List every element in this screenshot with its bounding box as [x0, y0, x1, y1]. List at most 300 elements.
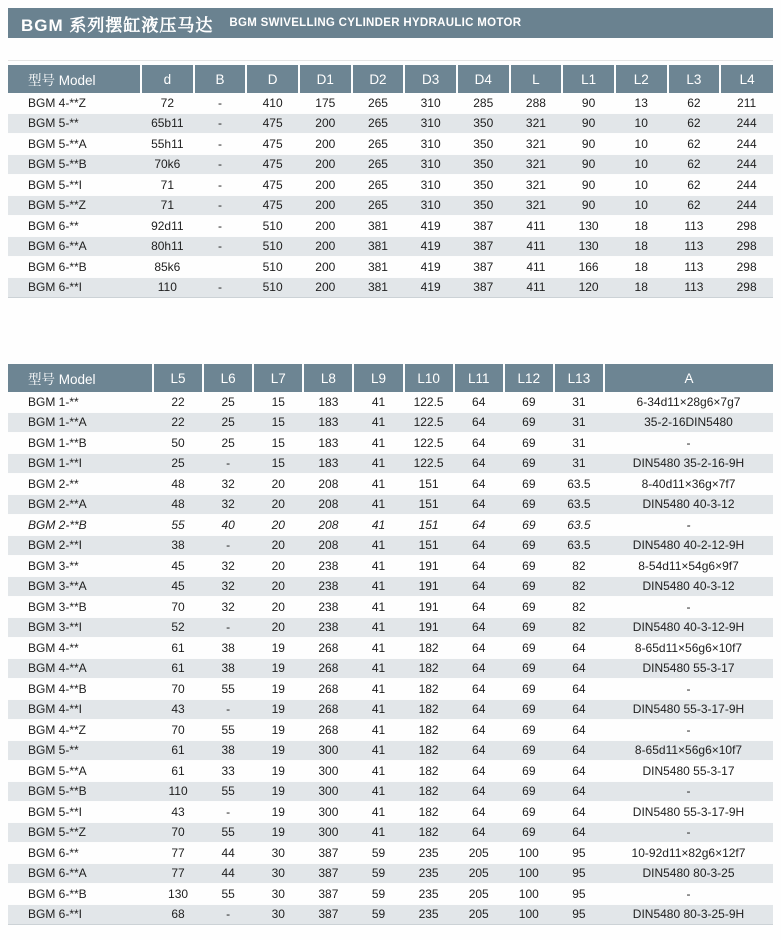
- value-cell: 182: [404, 822, 454, 843]
- value-cell: 41: [353, 597, 403, 618]
- value-cell: 95: [554, 904, 604, 925]
- model-cell: BGM 5-**Z: [8, 195, 141, 216]
- model-cell: BGM 4-**Z: [8, 93, 141, 113]
- value-cell: 64: [554, 761, 604, 782]
- value-cell: 113: [668, 257, 721, 278]
- value-cell: 15: [253, 453, 303, 474]
- table-row: [8, 216, 773, 237]
- model-cell: BGM 2-**B: [8, 515, 153, 536]
- value-cell: 69: [504, 412, 554, 433]
- column-header: L7: [253, 364, 303, 392]
- value-cell: 64: [554, 802, 604, 823]
- value-cell: -: [203, 453, 253, 474]
- model-cell: BGM 5-**A: [8, 134, 141, 155]
- section-title-bar: [8, 8, 773, 38]
- section-title-english: BGM SWIVELLING CYLINDER HYDRAULIC MOTOR: [229, 17, 522, 29]
- dimensions-table-2: [8, 364, 773, 925]
- table-row: [8, 134, 773, 155]
- column-header: 型号 Model: [8, 364, 153, 392]
- value-cell: 61: [153, 658, 203, 679]
- table-row: [8, 617, 773, 638]
- value-cell: 69: [504, 761, 554, 782]
- dimensions-table-1-wrap: [8, 60, 773, 298]
- value-cell: 288: [510, 93, 563, 113]
- value-cell: 64: [554, 638, 604, 659]
- value-cell: 175: [299, 93, 352, 113]
- value-cell: 55h11: [141, 134, 194, 155]
- value-cell: 110: [141, 277, 194, 298]
- model-cell: BGM 6-**: [8, 843, 153, 864]
- value-cell: 95: [554, 843, 604, 864]
- value-cell: 387: [303, 863, 353, 884]
- dimensions-table-2-wrap: [8, 364, 773, 925]
- model-cell: BGM 1-**A: [8, 412, 153, 433]
- value-cell: 182: [404, 720, 454, 741]
- model-cell: BGM 6-**B: [8, 257, 141, 278]
- value-cell: 191: [404, 556, 454, 577]
- value-cell: 82: [554, 597, 604, 618]
- value-cell: 64: [454, 494, 504, 515]
- value-cell: 205: [454, 904, 504, 925]
- value-cell: 69: [504, 535, 554, 556]
- value-cell: 122.5: [404, 433, 454, 454]
- value-cell: DIN5480 55-3-17-9H: [604, 699, 773, 720]
- value-cell: 285: [457, 93, 510, 113]
- value-cell: 41: [353, 494, 403, 515]
- value-cell: 475: [246, 134, 299, 155]
- value-cell: 310: [404, 93, 457, 113]
- value-cell: 69: [504, 679, 554, 700]
- value-cell: 350: [457, 195, 510, 216]
- value-cell: 69: [504, 453, 554, 474]
- value-cell: -: [604, 597, 773, 618]
- value-cell: DIN5480 55-3-17: [604, 761, 773, 782]
- value-cell: 64: [454, 515, 504, 536]
- value-cell: 40: [203, 515, 253, 536]
- value-cell: 238: [303, 617, 353, 638]
- value-cell: DIN5480 35-2-16-9H: [604, 453, 773, 474]
- table-row: [8, 576, 773, 597]
- value-cell: 244: [720, 154, 773, 175]
- value-cell: 182: [404, 761, 454, 782]
- value-cell: 41: [353, 453, 403, 474]
- column-header: L6: [203, 364, 253, 392]
- value-cell: 182: [404, 679, 454, 700]
- value-cell: 64: [454, 576, 504, 597]
- value-cell: 300: [303, 781, 353, 802]
- value-cell: 25: [203, 392, 253, 412]
- table-row: [8, 699, 773, 720]
- value-cell: 64: [454, 781, 504, 802]
- value-cell: 22: [153, 412, 203, 433]
- model-cell: BGM 4-**: [8, 638, 153, 659]
- value-cell: 69: [504, 822, 554, 843]
- value-cell: 41: [353, 474, 403, 495]
- column-header: L8: [303, 364, 353, 392]
- value-cell: 33: [203, 761, 253, 782]
- value-cell: -: [203, 802, 253, 823]
- value-cell: 183: [303, 392, 353, 412]
- header-row: [8, 364, 773, 392]
- value-cell: 238: [303, 576, 353, 597]
- value-cell: 69: [504, 740, 554, 761]
- value-cell: 55: [203, 781, 253, 802]
- value-cell: 151: [404, 474, 454, 495]
- value-cell: 30: [253, 843, 303, 864]
- dimensions-table-2-body: [8, 392, 773, 925]
- value-cell: 61: [153, 740, 203, 761]
- table-row: [8, 257, 773, 278]
- table-row: [8, 412, 773, 433]
- value-cell: -: [194, 93, 247, 113]
- value-cell: 321: [510, 195, 563, 216]
- value-cell: 110: [153, 781, 203, 802]
- value-cell: 19: [253, 761, 303, 782]
- value-cell: 69: [504, 658, 554, 679]
- value-cell: 20: [253, 597, 303, 618]
- value-cell: 419: [404, 236, 457, 257]
- column-header: d: [141, 65, 194, 93]
- value-cell: 31: [554, 453, 604, 474]
- value-cell: 63.5: [554, 535, 604, 556]
- value-cell: 68: [153, 904, 203, 925]
- value-cell: 310: [404, 134, 457, 155]
- value-cell: 41: [353, 392, 403, 412]
- value-cell: 19: [253, 658, 303, 679]
- value-cell: 244: [720, 134, 773, 155]
- value-cell: 41: [353, 781, 403, 802]
- table-row: [8, 740, 773, 761]
- value-cell: 15: [253, 392, 303, 412]
- value-cell: 70k6: [141, 154, 194, 175]
- value-cell: 90: [562, 154, 615, 175]
- column-header: D1: [299, 65, 352, 93]
- value-cell: -: [604, 720, 773, 741]
- value-cell: 208: [303, 494, 353, 515]
- dimensions-table-1-body: [8, 93, 773, 298]
- value-cell: 298: [720, 236, 773, 257]
- value-cell: 41: [353, 576, 403, 597]
- value-cell: 122.5: [404, 453, 454, 474]
- value-cell: 41: [353, 761, 403, 782]
- value-cell: 19: [253, 638, 303, 659]
- value-cell: 69: [504, 494, 554, 515]
- value-cell: 41: [353, 535, 403, 556]
- value-cell: 8-65d11×56g6×10f7: [604, 740, 773, 761]
- value-cell: 64: [454, 392, 504, 412]
- value-cell: 70: [153, 822, 203, 843]
- value-cell: 387: [303, 904, 353, 925]
- value-cell: 411: [510, 277, 563, 298]
- value-cell: 410: [246, 93, 299, 113]
- model-cell: BGM 5-**Z: [8, 822, 153, 843]
- value-cell: 64: [554, 658, 604, 679]
- table-row: [8, 761, 773, 782]
- value-cell: 31: [554, 412, 604, 433]
- value-cell: 411: [510, 216, 563, 237]
- model-cell: BGM 6-**I: [8, 904, 153, 925]
- value-cell: 265: [352, 154, 405, 175]
- value-cell: 268: [303, 679, 353, 700]
- value-cell: 38: [203, 638, 253, 659]
- value-cell: -: [604, 822, 773, 843]
- value-cell: 300: [303, 761, 353, 782]
- model-cell: BGM 3-**B: [8, 597, 153, 618]
- value-cell: 69: [504, 720, 554, 741]
- value-cell: 381: [352, 216, 405, 237]
- dimensions-table-1: [8, 65, 773, 298]
- column-header: 型号 Model: [8, 65, 141, 93]
- value-cell: 64: [454, 474, 504, 495]
- value-cell: 100: [504, 884, 554, 905]
- value-cell: 32: [203, 597, 253, 618]
- value-cell: 82: [554, 576, 604, 597]
- table-row: [8, 597, 773, 618]
- table-row: [8, 195, 773, 216]
- value-cell: 200: [299, 175, 352, 196]
- dimensions-table-1-head: [8, 65, 773, 93]
- value-cell: 71: [141, 195, 194, 216]
- table-row: [8, 494, 773, 515]
- value-cell: -: [604, 679, 773, 700]
- value-cell: 387: [457, 277, 510, 298]
- value-cell: -: [194, 195, 247, 216]
- value-cell: 69: [504, 433, 554, 454]
- value-cell: 19: [253, 822, 303, 843]
- model-cell: BGM 6-**A: [8, 236, 141, 257]
- value-cell: 64: [454, 597, 504, 618]
- table-row: [8, 113, 773, 134]
- column-header: D: [246, 65, 299, 93]
- value-cell: 82: [554, 617, 604, 638]
- value-cell: [194, 257, 247, 278]
- value-cell: 191: [404, 597, 454, 618]
- table-row: [8, 802, 773, 823]
- table-row: [8, 433, 773, 454]
- table-row: [8, 154, 773, 175]
- value-cell: 122.5: [404, 412, 454, 433]
- value-cell: 151: [404, 515, 454, 536]
- value-cell: 69: [504, 699, 554, 720]
- model-cell: BGM 4-**Z: [8, 720, 153, 741]
- value-cell: DIN5480 55-3-17: [604, 658, 773, 679]
- value-cell: 298: [720, 257, 773, 278]
- value-cell: 200: [299, 113, 352, 134]
- value-cell: 183: [303, 453, 353, 474]
- model-cell: BGM 1-**B: [8, 433, 153, 454]
- value-cell: 55: [203, 679, 253, 700]
- value-cell: 70: [153, 720, 203, 741]
- value-cell: 64: [454, 453, 504, 474]
- header-row: [8, 65, 773, 93]
- value-cell: 321: [510, 175, 563, 196]
- value-cell: 64: [454, 802, 504, 823]
- value-cell: -: [194, 277, 247, 298]
- value-cell: 238: [303, 597, 353, 618]
- value-cell: 13: [615, 93, 668, 113]
- column-header: D4: [457, 65, 510, 93]
- table-row: [8, 236, 773, 257]
- value-cell: 41: [353, 617, 403, 638]
- value-cell: 411: [510, 257, 563, 278]
- value-cell: 59: [353, 904, 403, 925]
- value-cell: 200: [299, 277, 352, 298]
- value-cell: 25: [203, 412, 253, 433]
- value-cell: 387: [457, 216, 510, 237]
- model-cell: BGM 5-**B: [8, 154, 141, 175]
- value-cell: 182: [404, 781, 454, 802]
- value-cell: 411: [510, 236, 563, 257]
- value-cell: 31: [554, 433, 604, 454]
- value-cell: 120: [562, 277, 615, 298]
- value-cell: 63.5: [554, 494, 604, 515]
- model-cell: BGM 4-**A: [8, 658, 153, 679]
- value-cell: -: [604, 515, 773, 536]
- value-cell: 64: [454, 556, 504, 577]
- value-cell: 265: [352, 113, 405, 134]
- value-cell: 70: [153, 597, 203, 618]
- value-cell: 321: [510, 134, 563, 155]
- value-cell: 200: [299, 134, 352, 155]
- model-cell: BGM 2-**I: [8, 535, 153, 556]
- value-cell: 64: [554, 781, 604, 802]
- value-cell: 19: [253, 679, 303, 700]
- value-cell: 92d11: [141, 216, 194, 237]
- value-cell: 15: [253, 433, 303, 454]
- value-cell: 19: [253, 720, 303, 741]
- table-row: [8, 535, 773, 556]
- value-cell: 69: [504, 474, 554, 495]
- value-cell: 235: [404, 884, 454, 905]
- value-cell: 268: [303, 658, 353, 679]
- value-cell: 69: [504, 392, 554, 412]
- value-cell: 350: [457, 113, 510, 134]
- value-cell: 113: [668, 216, 721, 237]
- value-cell: 387: [303, 843, 353, 864]
- value-cell: 64: [454, 699, 504, 720]
- value-cell: 298: [720, 277, 773, 298]
- value-cell: 25: [203, 433, 253, 454]
- value-cell: 69: [504, 556, 554, 577]
- table-row: [8, 822, 773, 843]
- model-cell: BGM 4-**I: [8, 699, 153, 720]
- model-cell: BGM 5-**I: [8, 802, 153, 823]
- value-cell: -: [203, 617, 253, 638]
- value-cell: 130: [562, 236, 615, 257]
- value-cell: 183: [303, 412, 353, 433]
- table-row: [8, 863, 773, 884]
- value-cell: -: [194, 216, 247, 237]
- value-cell: 77: [153, 863, 203, 884]
- value-cell: 300: [303, 822, 353, 843]
- value-cell: 69: [504, 617, 554, 638]
- value-cell: -: [194, 154, 247, 175]
- value-cell: -: [604, 781, 773, 802]
- model-cell: BGM 5-**B: [8, 781, 153, 802]
- value-cell: 475: [246, 195, 299, 216]
- value-cell: 113: [668, 236, 721, 257]
- value-cell: 41: [353, 822, 403, 843]
- value-cell: 20: [253, 494, 303, 515]
- value-cell: 10-92d11×82g6×12f7: [604, 843, 773, 864]
- value-cell: 208: [303, 515, 353, 536]
- model-cell: BGM 5-**: [8, 113, 141, 134]
- value-cell: 64: [454, 720, 504, 741]
- value-cell: 64: [454, 761, 504, 782]
- value-cell: 10: [615, 113, 668, 134]
- value-cell: 55: [203, 720, 253, 741]
- value-cell: 510: [246, 216, 299, 237]
- value-cell: 64: [454, 412, 504, 433]
- section-title-chinese: BGM 系列摆缸液压马达: [21, 15, 214, 35]
- value-cell: 182: [404, 638, 454, 659]
- value-cell: 265: [352, 195, 405, 216]
- column-header: L: [510, 65, 563, 93]
- value-cell: 200: [299, 257, 352, 278]
- value-cell: 300: [303, 802, 353, 823]
- value-cell: 387: [303, 884, 353, 905]
- value-cell: -: [194, 236, 247, 257]
- value-cell: 265: [352, 93, 405, 113]
- value-cell: 45: [153, 576, 203, 597]
- value-cell: 64: [454, 433, 504, 454]
- column-header: L2: [615, 65, 668, 93]
- model-cell: BGM 3-**A: [8, 576, 153, 597]
- value-cell: -: [604, 433, 773, 454]
- table-row: [8, 277, 773, 298]
- value-cell: 100: [504, 904, 554, 925]
- value-cell: 90: [562, 93, 615, 113]
- value-cell: 310: [404, 195, 457, 216]
- value-cell: -: [203, 535, 253, 556]
- value-cell: 8-65d11×56g6×10f7: [604, 638, 773, 659]
- value-cell: 77: [153, 843, 203, 864]
- value-cell: 64: [554, 679, 604, 700]
- model-cell: BGM 5-**I: [8, 175, 141, 196]
- value-cell: 310: [404, 175, 457, 196]
- value-cell: 130: [153, 884, 203, 905]
- value-cell: DIN5480 80-3-25-9H: [604, 904, 773, 925]
- value-cell: 32: [203, 576, 253, 597]
- value-cell: 15: [253, 412, 303, 433]
- column-header: L4: [720, 65, 773, 93]
- value-cell: 10: [615, 134, 668, 155]
- value-cell: 130: [562, 216, 615, 237]
- value-cell: 22: [153, 392, 203, 412]
- value-cell: 64: [454, 638, 504, 659]
- value-cell: 31: [554, 392, 604, 412]
- value-cell: 59: [353, 843, 403, 864]
- value-cell: 62: [668, 154, 721, 175]
- value-cell: 475: [246, 113, 299, 134]
- table-row: [8, 884, 773, 905]
- value-cell: 63.5: [554, 474, 604, 495]
- value-cell: 510: [246, 236, 299, 257]
- value-cell: 268: [303, 638, 353, 659]
- value-cell: 25: [153, 453, 203, 474]
- value-cell: 69: [504, 802, 554, 823]
- value-cell: 298: [720, 216, 773, 237]
- column-header: L5: [153, 364, 203, 392]
- value-cell: 350: [457, 134, 510, 155]
- value-cell: 62: [668, 93, 721, 113]
- column-header: L1: [562, 65, 615, 93]
- value-cell: 381: [352, 236, 405, 257]
- model-cell: BGM 2-**A: [8, 494, 153, 515]
- value-cell: 82: [554, 556, 604, 577]
- value-cell: 10: [615, 175, 668, 196]
- table-row: [8, 679, 773, 700]
